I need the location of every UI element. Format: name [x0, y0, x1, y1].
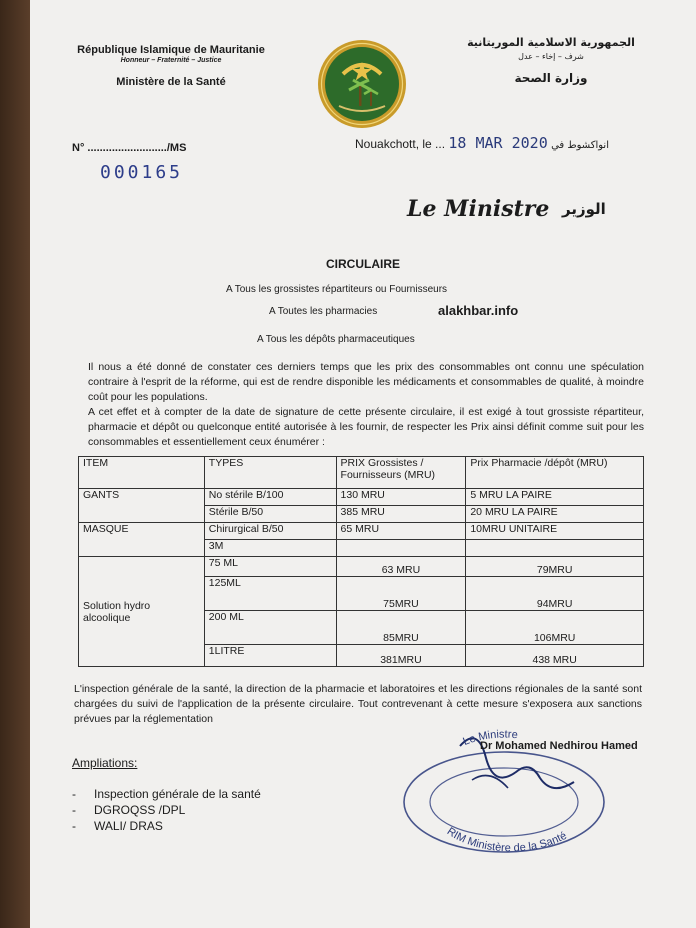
svg-text:RIM Ministère de la Santé — [445, 825, 569, 854]
reference-number: 000165 — [100, 162, 184, 183]
ministry-name: Ministère de la Santé — [116, 76, 226, 88]
background-edge — [0, 0, 30, 928]
wholesale-price-cell: 385 MRU — [336, 506, 466, 523]
body-paragraph: Il nous a été donné de constater ces derniers temps que les prix des consommables ont connu une spéculation contraire à l'esprit de la réforme, qui est de rendre disponible les médicaments et consommables de qualité, à moindre coût pour les populations. — [88, 361, 644, 403]
body-paragraph: A cet effet et à compter de la date de signature de cette présente circulaire, il est exigé à tout grossiste répartiteur, pharmacie et dépôt ou quelconque entité autorisée à les fournir, de respecter les Prix ainsi définit comme suit pour les consommables et essentiellement ceux énumérer : — [88, 406, 644, 448]
type-cell: 75 ML — [204, 557, 336, 577]
retail-price-cell — [466, 540, 644, 557]
ampliation-item: - Inspection générale de la santé — [72, 786, 261, 802]
addressee-pharmacies: A Toutes les pharmacies — [269, 306, 378, 317]
city-label-arabic: انواكشوط في — [551, 140, 609, 151]
type-cell: 200 ML — [204, 611, 336, 645]
ampliations-list — [72, 786, 261, 834]
table-header-cell: PRIX Grossistes / Fournisseurs (MRU) — [336, 457, 466, 489]
retail-price-cell: 20 MRU LA PAIRE — [466, 506, 644, 523]
stamp-ministry: RIM Ministère de la Santé — [444, 825, 569, 855]
ministry-stamp-icon — [390, 718, 608, 858]
item-cell: Solution hydro alcoolique — [79, 557, 205, 667]
national-seal-icon — [313, 38, 411, 130]
wholesale-price-cell: 63 MRU — [336, 557, 466, 577]
price-table — [78, 456, 644, 667]
stamp-title: Le Ministre — [461, 728, 519, 749]
ampliation-item: - DGROQSS /DPL — [72, 802, 261, 818]
city-label: Nouakchott, le ... — [355, 137, 446, 151]
table-row — [79, 557, 644, 577]
wholesale-price-cell: 75MRU — [336, 577, 466, 611]
type-cell: 1LITRE — [204, 645, 336, 667]
retail-price-cell: 5 MRU LA PAIRE — [466, 489, 644, 506]
item-cell: MASQUE — [79, 523, 205, 557]
table-header-cell: Prix Pharmacie /dépôt (MRU) — [466, 457, 644, 489]
table-header-cell: TYPES — [204, 457, 336, 489]
addressee-wholesalers: A Tous les grossistes répartiteurs ou Fournisseurs — [226, 284, 448, 295]
retail-price-cell: 438 MRU — [466, 645, 644, 667]
wholesale-price-cell: 381MRU — [336, 645, 466, 667]
national-motto-arabic: شرف – إخاء – عدل — [518, 52, 584, 61]
retail-price-cell: 10MRU UNITAIRE — [466, 523, 644, 540]
reference-label: N° ........................../MS — [72, 142, 187, 154]
type-cell: 125ML — [204, 577, 336, 611]
national-motto: Honneur – Fraternité – Justice — [120, 57, 222, 64]
wholesale-price-cell — [336, 540, 466, 557]
type-cell: Stérile B/50 — [204, 506, 336, 523]
body-text — [88, 360, 644, 450]
republic-name-arabic: الجمهورية الاسلامية الموريتانية — [467, 36, 635, 49]
type-cell: 3M — [204, 540, 336, 557]
wholesale-price-cell: 65 MRU — [336, 523, 466, 540]
table-row — [79, 489, 644, 506]
watermark: alakhbar.info — [438, 303, 519, 318]
minister-heading-arabic: الوزير — [562, 200, 606, 218]
addressee-depots: A Tous les dépôts pharmaceutiques — [257, 334, 415, 345]
item-cell: GANTS — [79, 489, 205, 523]
type-cell: Chirurgical B/50 — [204, 523, 336, 540]
table-header-row — [79, 457, 644, 489]
wholesale-price-cell: 85MRU — [336, 611, 466, 645]
retail-price-cell: 106MRU — [466, 611, 644, 645]
document-title: CIRCULAIRE — [326, 257, 400, 271]
ministry-name-arabic: وزارة الصحة — [514, 71, 588, 85]
date-line — [355, 134, 609, 152]
type-cell: No stérile B/100 — [204, 489, 336, 506]
table-header-cell: ITEM — [79, 457, 205, 489]
date-stamp: 18 MAR 2020 — [448, 134, 548, 152]
signatory-name: Dr Mohamed Nedhirou Hamed — [480, 740, 638, 752]
circular-document — [30, 0, 696, 928]
closing-paragraph: L'inspection générale de la santé, la direction de la pharmacie et laboratoires et les directions régionales de la santé sont chargées du suivi de l'application de la présente circulaire. Tout contrevenant à cette mesure s'exposera aux sanctions prévues par la réglementation — [74, 683, 642, 725]
header-right-arabic — [456, 36, 646, 85]
ampliations-title: Ampliations: — [72, 756, 138, 770]
table-row — [79, 523, 644, 540]
ampliation-item: - WALI/ DRAS — [72, 818, 261, 834]
wholesale-price-cell: 130 MRU — [336, 489, 466, 506]
minister-heading: Le Ministre — [407, 196, 550, 222]
retail-price-cell: 79MRU — [466, 557, 644, 577]
header-left-french — [76, 44, 266, 88]
retail-price-cell: 94MRU — [466, 577, 644, 611]
republic-name: République Islamique de Mauritanie — [77, 44, 265, 56]
